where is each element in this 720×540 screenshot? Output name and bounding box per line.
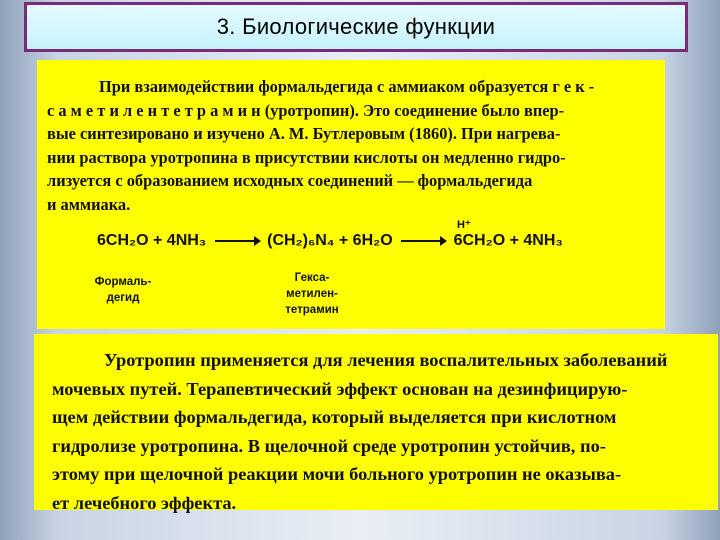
equation-products: 6CH₂O + 4NH₃ [453, 232, 563, 249]
urotropine-formation-panel [37, 60, 665, 329]
paragraph-line: нии раствора уротропина в присутствии кислоты он медленно гидро- [47, 147, 566, 167]
reaction-equation [97, 232, 563, 250]
urotropine-application-panel [34, 334, 718, 513]
paragraph-line: гидролизе уротропина. В щелочной среде уротропин устойчив, по- [52, 435, 606, 456]
reaction-condition: H⁺ [457, 219, 471, 231]
slide-title: 3. Биологические функции [216, 14, 496, 39]
paragraph-line: лизуется с образованием исходных соединений — формальдегида [47, 171, 533, 190]
paragraph-line: щем действии формальдегида, который выделяется при кислотном [52, 407, 617, 427]
paragraph-line: этому при щелочной реакции мочи больного уротропин не оказыва- [52, 464, 622, 484]
reaction-arrow-icon [215, 240, 259, 242]
equation-intermediate: (CH₂)₆N₄ + 6H₂O [267, 232, 393, 249]
label-formaldehyde: Формаль- дегид [94, 276, 152, 304]
reaction-arrow-icon [401, 240, 445, 242]
paragraph-line: с а м е т и л е н т е т р а м и н (уротропин). Это соединение было впер- [47, 100, 565, 120]
title-banner [24, 2, 688, 52]
paragraph-line: и аммиака. [47, 194, 131, 214]
paragraph-line: мочевых путей. Терапевтический эффект основан на дезинфицирую- [52, 378, 628, 399]
paragraph-line: При взаимодействии формальдегида с аммиаком образуется г е к - [99, 77, 595, 96]
paragraph-line: Уротропин применяется для лечения воспалительных заболеваний [104, 350, 668, 370]
equation-reactants: 6CH₂O + 4NH₃ [97, 232, 207, 249]
label-hexamethylenetetramine: Гекса- метилен- тетрамин [285, 272, 339, 316]
paragraph-line: ет лечебного эффекта. [52, 492, 237, 513]
paragraph-line: вые синтезировано и изучено А. М. Бутлеровым (1860). При нагрева- [47, 124, 561, 143]
